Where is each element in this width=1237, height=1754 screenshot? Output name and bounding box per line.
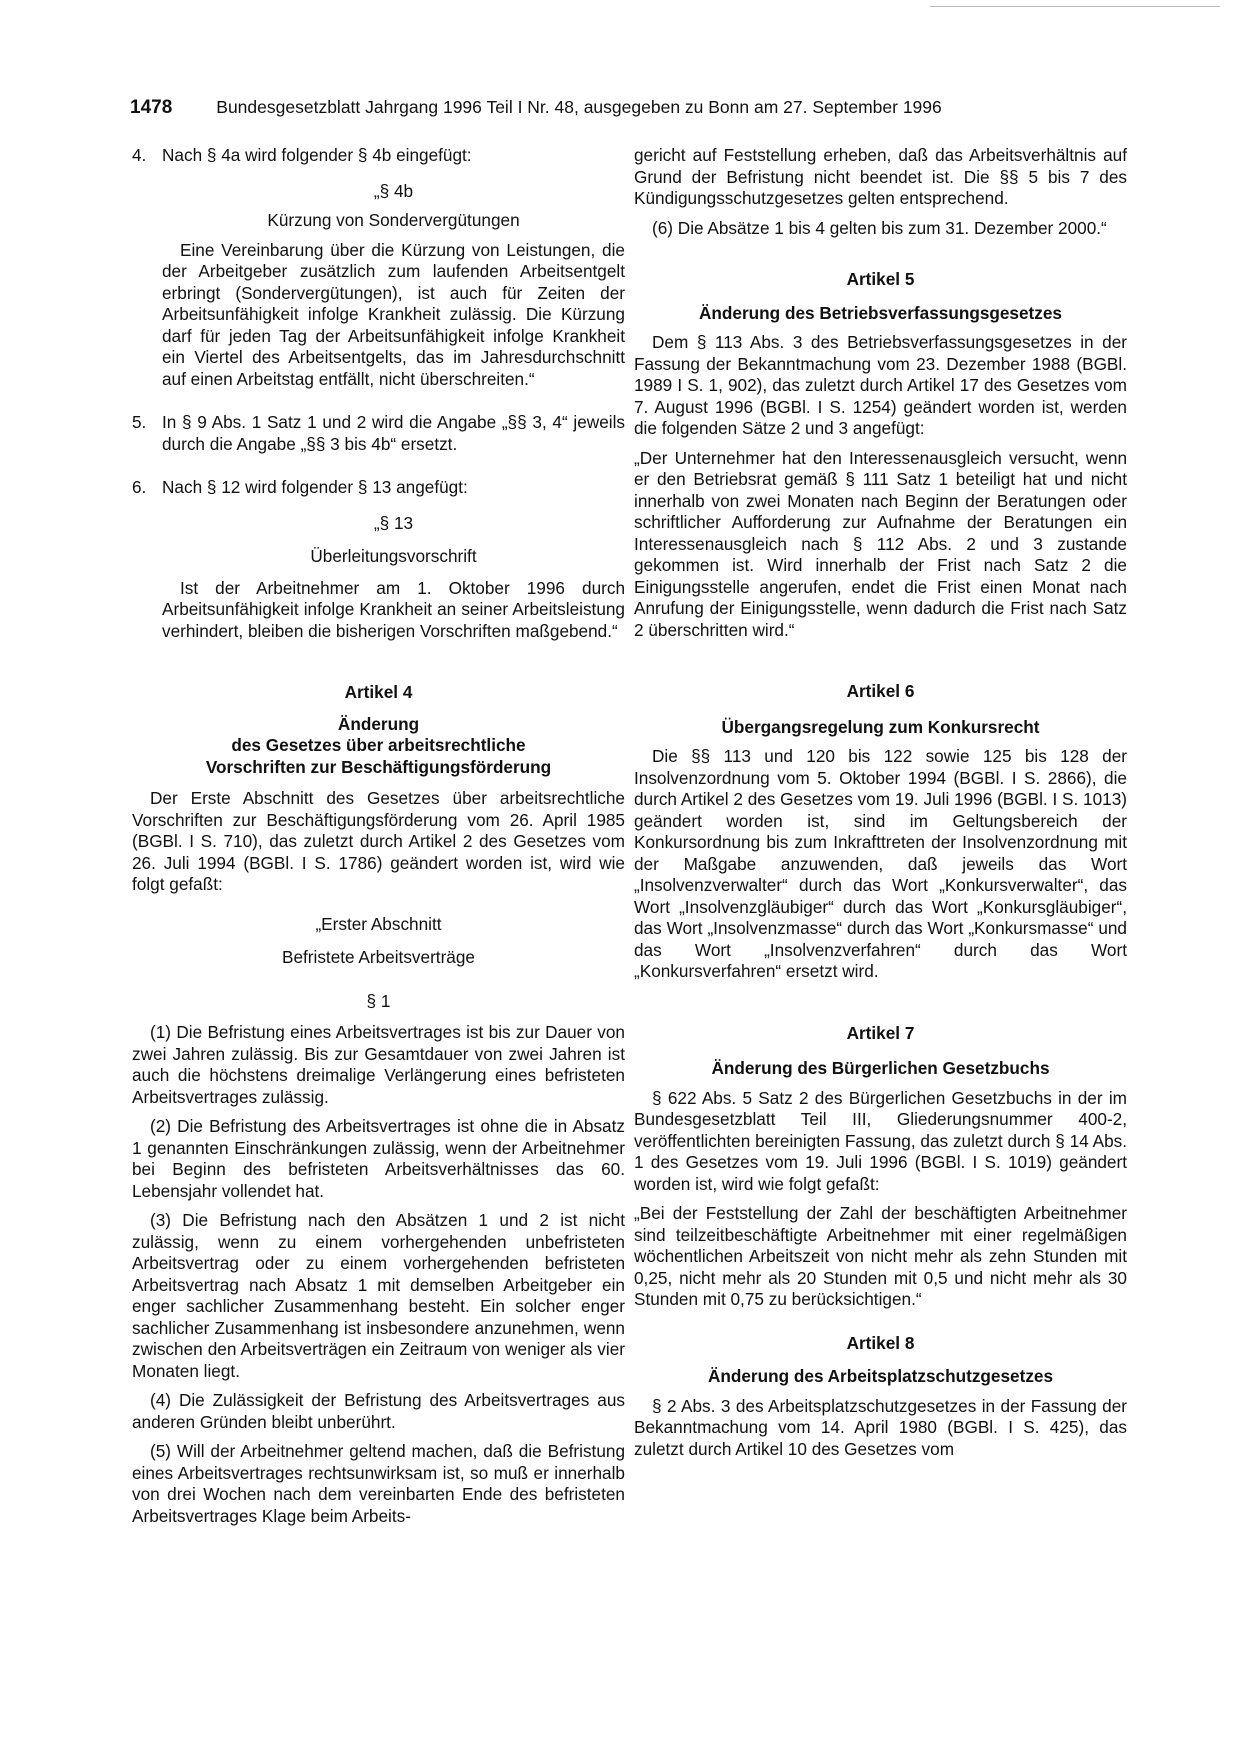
- list-item-4: [132, 145, 625, 390]
- article-text: § 622 Abs. 5 Satz 2 des Bürgerlichen Gesetzbuchs in der im Bundesgesetzblatt Teil III, Gliederungsnummer 400-2, veröffentlichten bereinigten Fassung, das zuletzt durch § 14 Abs. 1 des Gesetzes vom 19. Juli 1996 (BGBl. I S. 1019) geändert worden ist, wird wie folgt gefaßt:: [634, 1087, 1127, 1194]
- article-label: Artikel 6: [846, 681, 915, 701]
- article-label: Artikel 7: [846, 1022, 915, 1043]
- paragraph-heading: Überleitungsvorschrift: [310, 546, 477, 566]
- item-text: In § 9 Abs. 1 Satz 1 und 2 wird die Angabe „§§ 3, 4“ jeweils durch die Angabe „§§ 3 bis 4b“ ersetzt.: [162, 412, 625, 454]
- article-title: Änderung des Arbeitsplatzschutzgesetzes: [707, 1366, 1054, 1386]
- item-number: 6.: [132, 477, 147, 497]
- absatz-6: (6) Die Absätze 1 bis 4 gelten bis zum 31. Dezember 2000.“: [652, 217, 1107, 238]
- article-quote: „Bei der Feststellung der Zahl der beschäftigten Arbeitnehmer sind teilzeitbeschäftigte Arbeitnehmer mit einer regelmäßigen wöchentlichen Arbeitszeit von nicht mehr als zehn Stunden mit 0,25, nicht mehr als 20 Stunden mit 0,5 und nicht mehr als 30 Stunden mit 0,75 zu berücksichtigen.“: [634, 1203, 1127, 1309]
- item-intro: Nach § 4a wird folgender § 4b eingefügt:: [162, 145, 472, 165]
- article-5: [634, 269, 1127, 641]
- page-header: [130, 97, 1090, 119]
- article-intro: Der Erste Abschnitt des Gesetzes über arbeitsrechtliche Vorschriften zur Beschäftigungsförderung vom 26. April 1985 (BGBl. I S. 710), das zuletzt durch Artikel 2 des Gesetzes vom 26. Juli 1994 (BGBl. I S. 1786) geändert worden ist, wird wie folgt gefaßt:: [132, 788, 625, 894]
- gazette-title: Bundesgesetzblatt Jahrgang 1996 Teil I Nr. 48, ausgegeben zu Bonn am 27. September 1996: [216, 97, 942, 117]
- article-title-line: Änderung: [337, 713, 420, 734]
- left-column: [132, 145, 625, 1527]
- absatz-1: (1) Die Befristung eines Arbeitsvertrages ist bis zur Dauer von zwei Jahren zulässig. Bis zur Gesamtdauer von zwei Jahren ist auch die höchstens dreimalige Verlängerung eines befristeten Arbeitsvertrages zulässig.: [132, 1022, 625, 1107]
- article-title-line: des Gesetzes über arbeitsrechtliche: [231, 735, 526, 755]
- item-intro: Nach § 12 wird folgender § 13 angefügt:: [162, 477, 468, 497]
- article-label: Artikel 4: [344, 682, 413, 702]
- article-title-line: Vorschriften zur Beschäftigungsförderung: [205, 756, 552, 777]
- absatz-5-continued: gericht auf Feststellung erheben, daß das Arbeitsverhältnis auf Grund der Befristung nicht beendet ist. Die §§ 5 bis 7 des Kündigungsschutzgesetzes gelten entsprechend.: [634, 145, 1127, 208]
- article-text: Die §§ 113 und 120 bis 122 sowie 125 bis 128 der Insolvenzordnung vom 5. Oktober 1994 (BGBl. I S. 2866), die durch Artikel 2 des Gesetzes vom 19. Juli 1996 (BGBl. I S. 1013) geändert worden ist, sind im Geltungsbereich der Konkursordnung bis zum Inkrafttreten der Insolvenzordnung mit der Maßgabe anzuwenden, daß jeweils das Wort „Insolvenzverwalter“ durch das Wort „Konkursverwalter“, das Wort „Insolvenzgläubiger“ durch das Wort „Konkursgläubiger“, das Wort „Insolvenzmasse“ durch das Wort „Konkursmasse“ und das Wort „Insolvenzverfahren“ durch das Wort „Konkursverfahren“ ersetzt wird.: [634, 746, 1127, 981]
- article-6: [634, 681, 1127, 983]
- page-number: 1478: [130, 97, 173, 118]
- article-8: [634, 1333, 1127, 1461]
- article-title: Übergangsregelung zum Konkursrecht: [721, 716, 1040, 737]
- article-title: Änderung des Bürgerlichen Gesetzbuchs: [711, 1058, 1050, 1078]
- absatz-4: (4) Die Zulässigkeit der Befristung des Arbeitsvertrages aus anderen Gründen bleibt unberührt.: [132, 1390, 625, 1432]
- section-label: „Erster Abschnitt: [315, 913, 442, 934]
- absatz-2: (2) Die Befristung des Arbeitsvertrages ist ohne die in Absatz 1 genannten Einschränkungen zulässig, wenn der Arbeitnehmer bei Beginn des befristeten Arbeitsverhältnisses das 60. Lebensjahr vollendet hat.: [132, 1116, 625, 1201]
- paragraph-sign: § 1: [366, 990, 391, 1011]
- item-number: 5.: [132, 412, 147, 432]
- article-text: Dem § 113 Abs. 3 des Betriebsverfassungsgesetzes in der Fassung der Bekanntmachung vom 23. Dezember 1988 (BGBl. 1989 I S. 1, 902), das zuletzt durch Artikel 17 des Gesetzes vom 7. August 1996 (BGBl. I S. 1254) geändert worden ist, werden die folgenden Sätze 2 und 3 angefügt:: [634, 332, 1127, 438]
- article-quote: „Der Unternehmer hat den Interessenausgleich versucht, wenn er den Betriebsrat gemäß § 111 Satz 1 beteiligt hat und nicht innerhalb von zwei Monaten nach Beginn der Beratungen oder schriftlicher Aufforderung zur Aufnahme der Beratungen ein Interessenausgleich nach § 112 Abs. 2 und 3 zustande gekommen ist. Wird innerhalb der Frist nach Satz 2 die Einigungsstelle angerufen, endet die Frist einen Monat nach Anrufung der Einigungsstelle, wenn dadurch die Frist nach Satz 2 überschritten wird.“: [634, 447, 1127, 640]
- article-text: § 2 Abs. 3 des Arbeitsplatzschutzgesetzes in der Fassung der Bekanntmachung vom 14. April 1980 (BGBl. I S. 425), das zuletzt durch Artikel 10 des Gesetzes vom: [634, 1395, 1127, 1459]
- absatz-3: (3) Die Befristung nach den Absätzen 1 und 2 ist nicht zulässig, wenn zu einem vorhergehenden unbefristeten Arbeitsvertrag oder zu einem vorhergehenden befristeten Arbeitsvertrag nach Absatz 1 mit demselben Arbeitgeber ein enger sachlicher Zusammenhang besteht. Ein solcher enger sachlicher Zusammenhang ist insbesondere anzunehmen, wenn zwischen den Arbeitsverträgen ein Zeitraum von weniger als vier Monaten liegt.: [132, 1210, 625, 1381]
- article-label: Artikel 8: [846, 1332, 915, 1353]
- item-number: 4.: [132, 145, 147, 165]
- article-4: [132, 682, 625, 1527]
- paragraph-heading: Kürzung von Sondervergütungen: [267, 210, 520, 230]
- scan-edge-line: [930, 6, 1220, 7]
- list-item-6: [132, 477, 625, 642]
- paragraph-text: Eine Vereinbarung über die Kürzung von Leistungen, die der Arbeitgeber zusätzlich zum laufenden Arbeitsentgelt erbringt (Sondervergütungen), ist auch für Zeiten der Arbeitsunfähigkeit infolge Krankheit zulässig. Die Kürzung darf für jeden Tag der Arbeitsunfähigkeit infolge Krankheit ein Viertel des Arbeitsentgelts, das im Jahresdurchschnitt auf einen Arbeitstag entfällt, nicht überschreiten.“: [162, 239, 625, 389]
- article-7: [634, 1023, 1127, 1311]
- absatz-5: (5) Will der Arbeitnehmer geltend machen, daß die Befristung eines Arbeitsvertrages rechtsunwirksam ist, so muß er innerhalb von drei Wochen nach dem vereinbarten Ende des befristeten Arbeitsvertrages Klage beim Arbeits-: [132, 1441, 625, 1526]
- right-column: [634, 145, 1127, 1460]
- paragraph-title: „§ 13: [373, 512, 414, 533]
- paragraph-title: „§ 4b: [373, 180, 414, 201]
- paragraph-text: Ist der Arbeitnehmer am 1. Oktober 1996 durch Arbeitsunfähigkeit infolge Krankheit an seiner Arbeitsleistung verhindert, bleiben die bisherigen Vorschriften maßgebend.“: [162, 577, 625, 641]
- article-title: Änderung des Betriebsverfassungsgesetzes: [699, 302, 1062, 323]
- section-title: Befristete Arbeitsverträge: [282, 947, 475, 967]
- article-label: Artikel 5: [846, 269, 915, 289]
- list-item-5: [132, 412, 625, 455]
